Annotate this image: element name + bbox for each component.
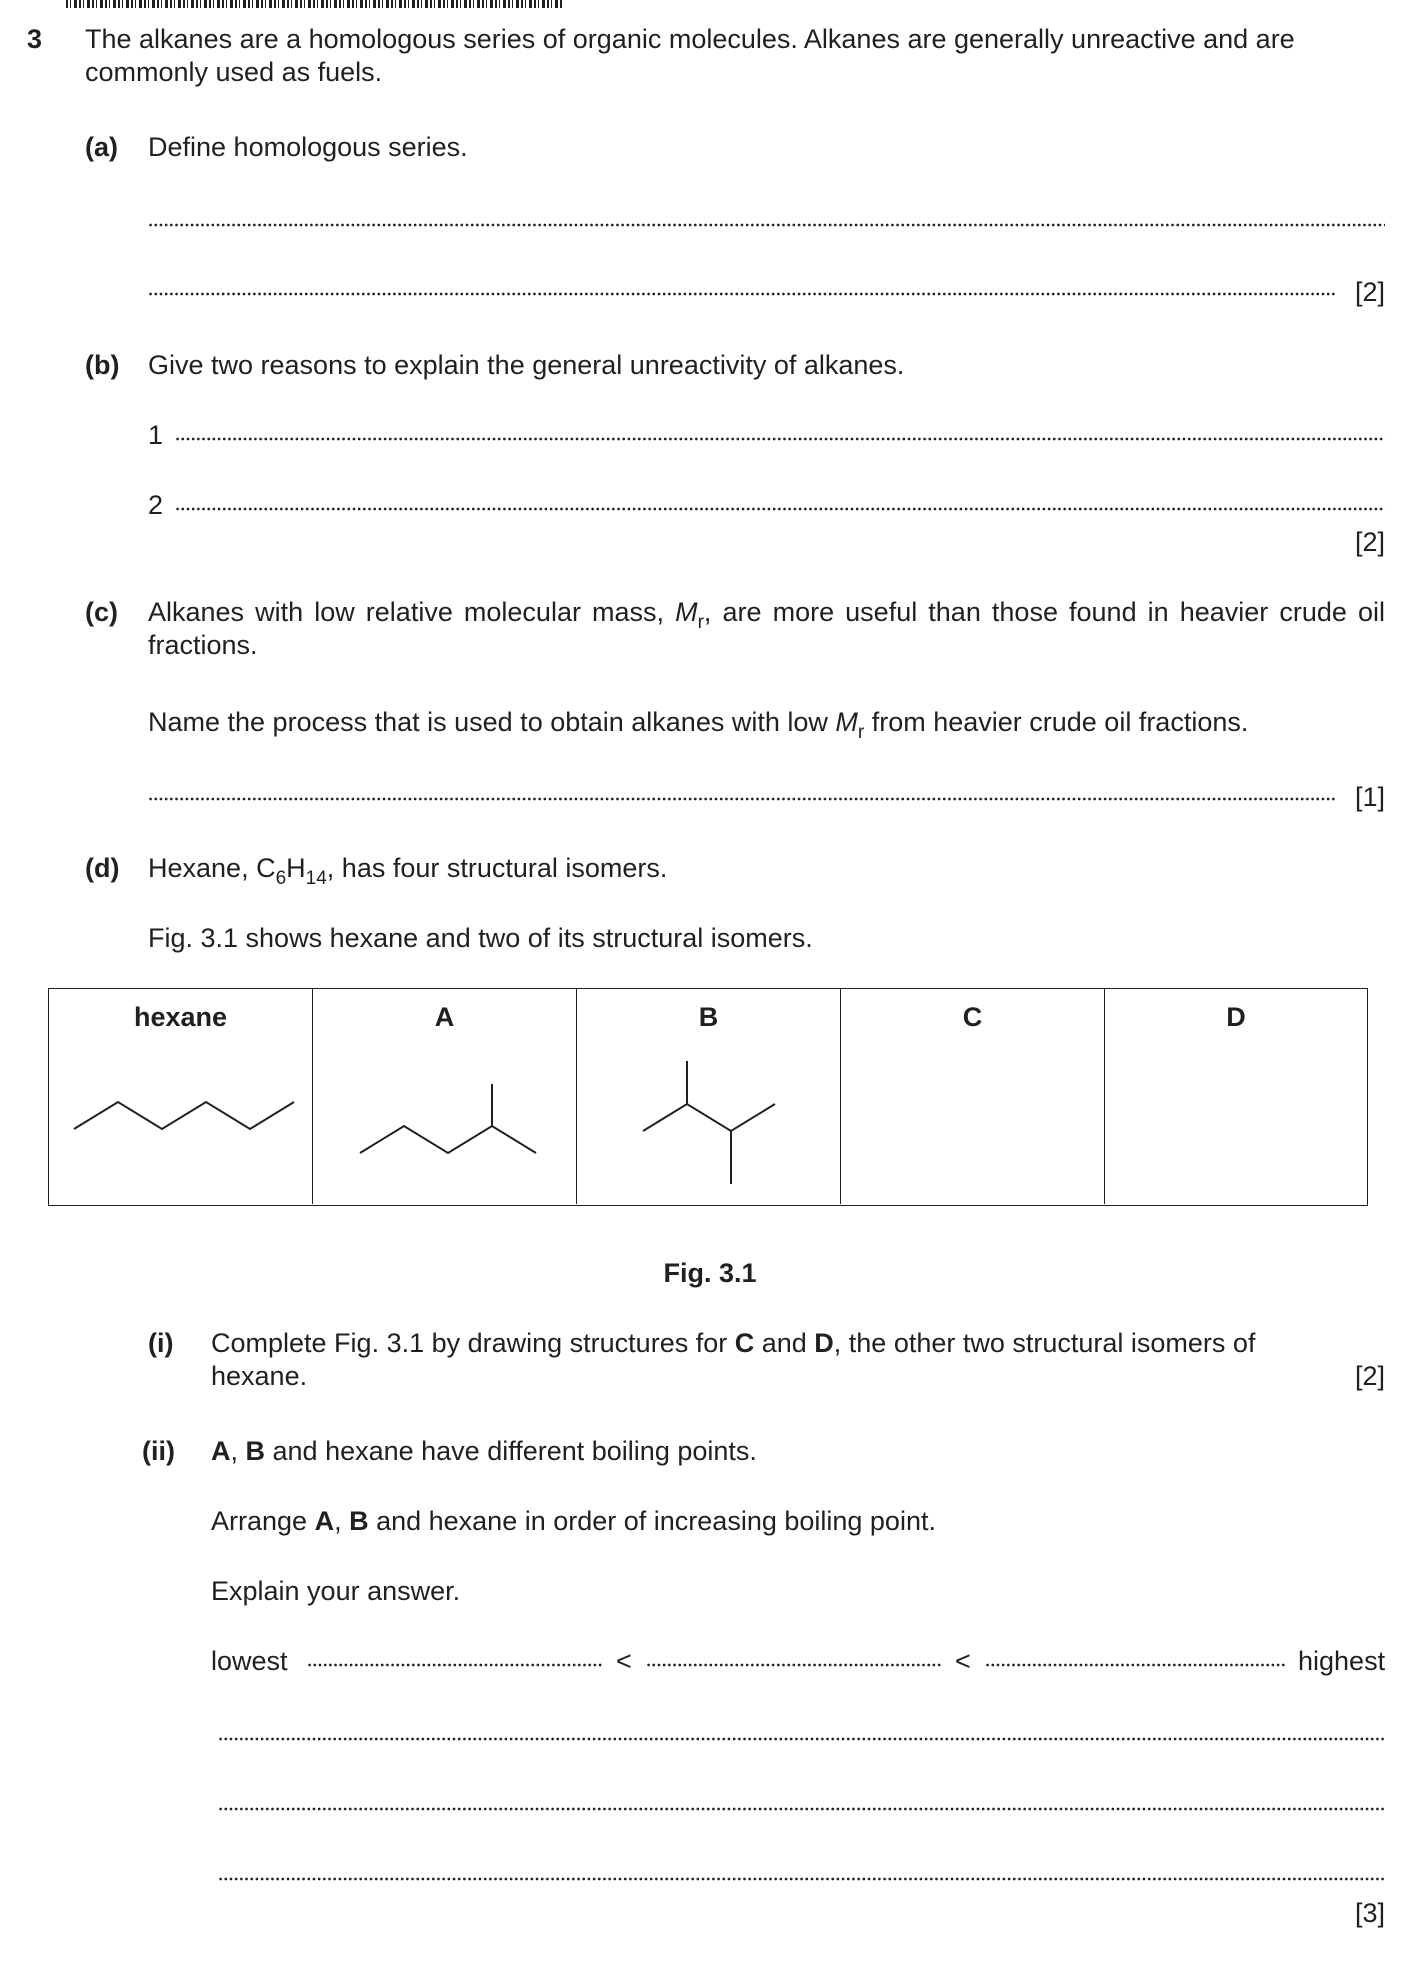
question-number: 3	[27, 24, 43, 54]
part-c-label: (c)	[85, 597, 118, 627]
answer-line-ii-3[interactable]	[218, 1877, 1385, 1881]
part-b-text: Give two reasons to explain the general unreactivity of alkanes.	[148, 350, 905, 380]
fig-header-c: C	[962, 1002, 983, 1032]
fig-header-a: A	[434, 1002, 455, 1032]
part-d-i-text: Complete Fig. 3.1 by drawing structures for C and D, the other two structural isomers of	[211, 1328, 1256, 1358]
answer-line-b1[interactable]	[175, 437, 1385, 441]
less-than-2: <	[955, 1646, 971, 1676]
part-b-mark: [2]	[1354, 527, 1385, 557]
fig-cell-b	[577, 989, 841, 1204]
highest-label: highest	[1298, 1646, 1386, 1676]
part-d-i-text-2: hexane.	[211, 1361, 308, 1391]
order-line-2[interactable]	[646, 1663, 941, 1667]
part-c-text-1: Alkanes with low relative molecular mass, $M_r$, are more useful than those found in heavier crude oil fractions.	[148, 597, 1385, 660]
part-d-ii-text-3: Explain your answer.	[211, 1576, 461, 1606]
part-d-i-label: (i)	[148, 1328, 174, 1358]
answer-line-c[interactable]	[148, 797, 1335, 801]
part-d-ii-text-2: Arrange A, B and hexane in order of increasing boiling point.	[211, 1506, 936, 1536]
reason-1-number: 1	[148, 420, 164, 450]
fig-cell-a	[313, 989, 577, 1204]
hexane-skeletal-structure	[49, 989, 311, 1204]
part-d-i-mark: [2]	[1354, 1361, 1385, 1391]
answer-line-b2[interactable]	[175, 507, 1385, 511]
answer-line-a2[interactable]	[148, 292, 1335, 296]
answer-line-ii-2[interactable]	[218, 1807, 1385, 1811]
part-a-text: Define homologous series.	[148, 132, 468, 162]
isomer-b-skeletal-structure	[577, 989, 839, 1204]
fig-3-1-table	[48, 988, 1368, 1206]
answer-line-ii-1[interactable]	[218, 1737, 1385, 1741]
fig-header-b: B	[698, 1002, 719, 1032]
part-a-label: (a)	[85, 132, 118, 162]
less-than-1: <	[616, 1646, 632, 1676]
fig-cell-d[interactable]	[1105, 989, 1367, 1204]
isomer-a-skeletal-structure	[313, 989, 575, 1204]
fig-caption: Fig. 3.1	[663, 1258, 757, 1288]
fig-header-d: D	[1226, 1002, 1246, 1032]
part-d-ii-text-1: A, B and hexane have different boiling points.	[211, 1436, 757, 1466]
part-d-ii-mark: [3]	[1354, 1898, 1385, 1928]
answer-line-a1[interactable]	[148, 223, 1385, 227]
part-c-text-2: Name the process that is used to obtain alkanes with low $M_r$ from heavier crude oil fractions.	[148, 707, 1249, 743]
part-c-mark: [1]	[1354, 782, 1385, 812]
part-d-label: (d)	[85, 853, 120, 883]
fig-cell-hexane	[49, 989, 313, 1204]
part-d-text-2: Fig. 3.1 shows hexane and two of its structural isomers.	[148, 923, 813, 953]
order-line-1[interactable]	[307, 1663, 602, 1667]
order-line-3[interactable]	[985, 1663, 1285, 1667]
part-d-text-1: Hexane, $C_6H_{14}$, has four structural isomers.	[148, 853, 668, 889]
part-d-ii-label: (ii)	[142, 1436, 175, 1466]
lowest-label: lowest	[211, 1646, 288, 1676]
reason-2-number: 2	[148, 490, 164, 520]
fig-header-hexane: hexane	[133, 1002, 228, 1032]
question-intro: The alkanes are a homologous series of organic molecules. Alkanes are generally unreactive and are commonly used as fuels.	[85, 24, 1295, 87]
fig-cell-c[interactable]	[841, 989, 1105, 1204]
part-a-mark: [2]	[1354, 277, 1385, 307]
barcode	[66, 0, 564, 8]
part-b-label: (b)	[85, 350, 120, 380]
